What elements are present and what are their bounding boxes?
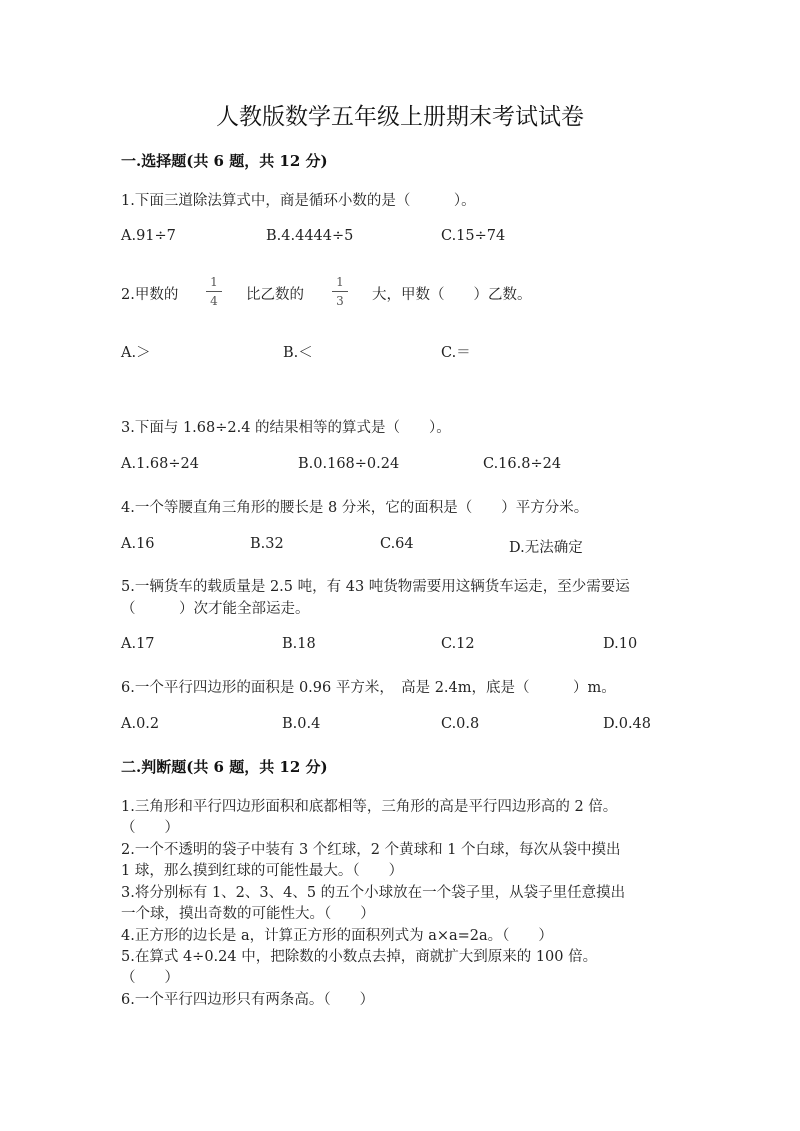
question-2-text-part3: 大，甲数（ ）乙数。	[372, 287, 532, 303]
fraction-one-quarter	[206, 276, 222, 307]
fraction-one-third	[332, 276, 348, 307]
question-2-text-part1: 2.甲数的	[121, 287, 179, 303]
question-1-option-a: A.91÷7	[121, 228, 176, 244]
exam-title: 人教版数学五年级上册期末考试试卷	[216, 104, 584, 130]
question-3-option-a: A.1.68÷24	[121, 456, 199, 472]
fraction-denominator: 3	[336, 294, 344, 308]
tf-line: 一个球，摸出奇数的可能性大。（ ）	[121, 906, 375, 922]
question-4-option-d: D.无法确定	[509, 540, 583, 556]
tf-line: 1.三角形和平行四边形面积和底都相等，三角形的高是平行四边形高的 2 倍。	[121, 799, 618, 815]
question-2-text-part2: 比乙数的	[246, 287, 304, 303]
tf-line: 6.一个平行四边形只有两条高。（ ）	[121, 992, 375, 1008]
question-1-option-b: B.4.4444÷5	[266, 228, 354, 244]
question-4-option-b: B.32	[250, 536, 284, 552]
question-6-option-a: A.0.2	[121, 716, 160, 732]
fraction-bar	[332, 291, 348, 292]
tf-line: （ ）	[121, 970, 179, 986]
question-6-option-b: B.0.4	[282, 716, 321, 732]
question-3-option-c: C.16.8÷24	[483, 456, 562, 472]
question-5-option-c: C.12	[441, 636, 475, 652]
question-5-stem-line2: （ ）次才能全部运走。	[121, 601, 310, 617]
fraction-denominator: 4	[210, 294, 218, 308]
question-5-option-d: D.10	[603, 636, 638, 652]
tf-line: 3.将分别标有 1、2、3、4、5 的五个小球放在一个袋子里，从袋子里任意摸出	[121, 885, 626, 901]
question-2-option-b: B.＜	[283, 345, 313, 361]
tf-line: 4.正方形的边长是 a，计算正方形的面积列式为 a×a=2a。（ ）	[121, 928, 553, 944]
question-4-option-c: C.64	[380, 536, 414, 552]
fraction-bar	[206, 291, 222, 292]
question-3-stem: 3.下面与 1.68÷2.4 的结果相等的算式是（ ）。	[121, 420, 451, 436]
question-3-option-b: B.0.168÷0.24	[298, 456, 400, 472]
question-5-stem-line1: 5.一辆货车的载质量是 2.5 吨，有 43 吨货物需要用这辆货车运走，至少需要运	[121, 579, 630, 595]
fraction-numerator: 1	[336, 275, 344, 289]
question-2-option-a: A.＞	[121, 345, 151, 361]
fraction-numerator: 1	[210, 275, 218, 289]
section-heading-choice: 一.选择题(共 6 题，共 12 分)	[121, 152, 328, 170]
tf-line: 1 球，那么摸到红球的可能性最大。（ ）	[121, 863, 404, 879]
question-6-option-c: C.0.8	[441, 716, 480, 732]
question-6-option-d: D.0.48	[603, 716, 652, 732]
question-4-option-a: A.16	[121, 536, 155, 552]
question-1-option-c: C.15÷74	[441, 228, 506, 244]
tf-line: （ ）	[121, 820, 179, 836]
question-5-option-b: B.18	[282, 636, 316, 652]
question-5-option-a: A.17	[121, 636, 155, 652]
section-heading-true-false: 二.判断题(共 6 题，共 12 分)	[121, 758, 328, 776]
question-6-stem: 6.一个平行四边形的面积是 0.96 平方米， 高是 2.4m，底是（ ）m。	[121, 680, 616, 696]
tf-line: 5.在算式 4÷0.24 中，把除数的小数点去掉，商就扩大到原来的 100 倍。	[121, 949, 598, 965]
question-1-stem: 1.下面三道除法算式中，商是循环小数的是（ ）。	[121, 193, 476, 209]
question-4-stem: 4.一个等腰直角三角形的腰长是 8 分米，它的面积是（ ）平方分米。	[121, 500, 589, 516]
question-2-option-c: C.＝	[441, 345, 471, 361]
tf-line: 2.一个不透明的袋子中装有 3 个红球，2 个黄球和 1 个白球，每次从袋中摸出	[121, 842, 621, 858]
